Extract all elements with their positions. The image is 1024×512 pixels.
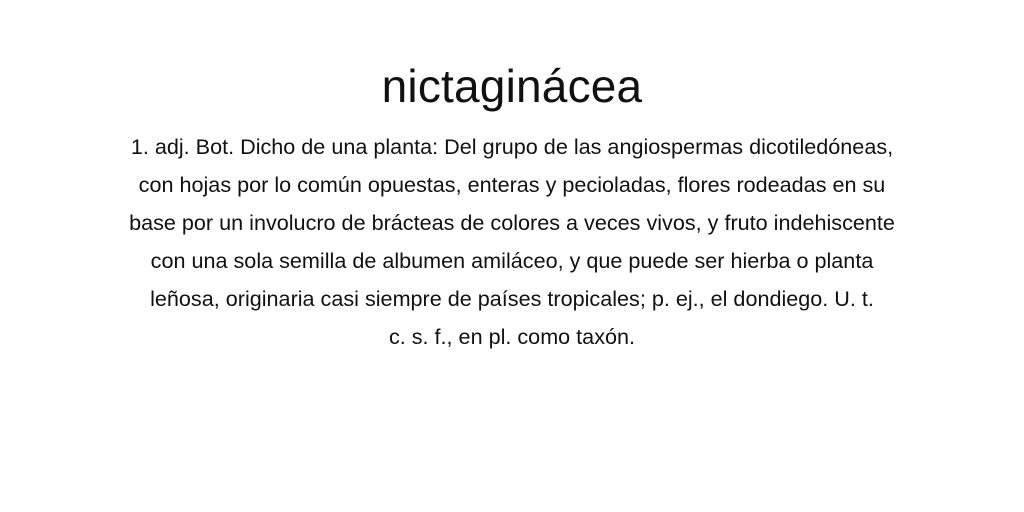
definition-line: con una sola semilla de albumen amiláceo, y que puede ser hierba o planta [150, 248, 874, 273]
definition-line: c. s. f., en pl. como taxón. [388, 324, 636, 349]
definition-line: 1. adj. Bot. Dicho de una planta: Del grupo de las angiospermas dicotiledóneas, [130, 134, 894, 159]
headword: nictaginácea [381, 60, 643, 112]
definition-line: leñosa, originaria casi siempre de países tropicales; p. ej., el dondiego. U. t. [150, 286, 874, 311]
definition [56, 128, 968, 356]
definition-line: con hojas por lo común opuestas, enteras y pecioladas, flores rodeadas en su [138, 172, 886, 197]
definition-line: base por un involucro de brácteas de colores a veces vivos, y fruto indehiscente [129, 210, 895, 235]
